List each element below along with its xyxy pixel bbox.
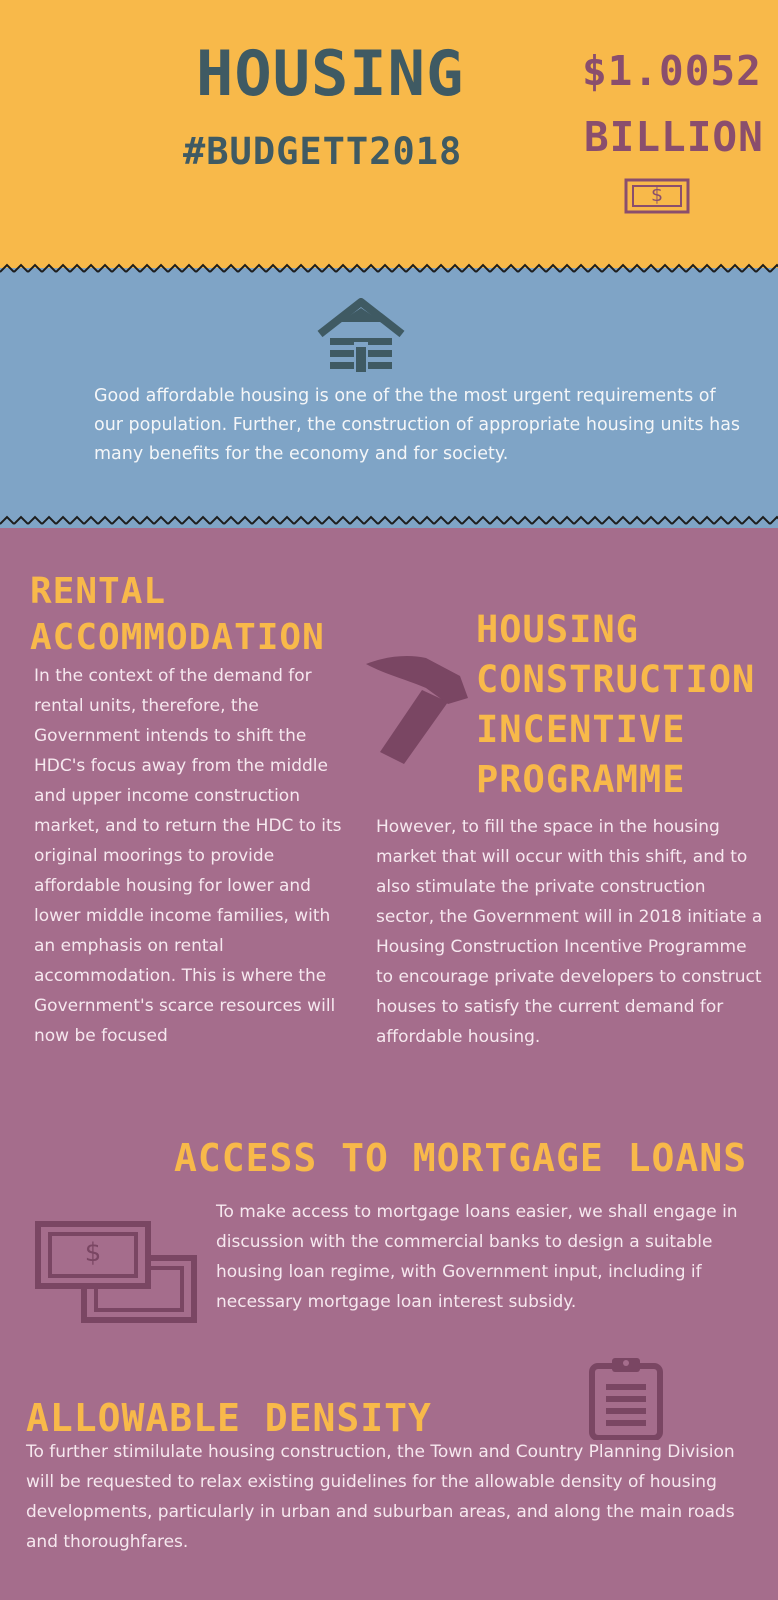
page-title: HOUSING (196, 37, 465, 110)
intro-text: Good affordable housing is one of the the most urgent requirements of our population. Further, the construction of appropriate housing units has many benefits for the economy and for society. (94, 386, 741, 464)
budget-amount-unit: BILLION (584, 113, 764, 161)
mortgage-text: To make access to mortgage loans easier, we shall engage in discussion with the commercial banks to design a suitable housing loan regime, with Government input, including if necessary mortgage loan interest subsidy. (216, 1202, 738, 1312)
hammer-icon (364, 652, 470, 766)
incentive-title-line2: CONSTRUCTION (476, 658, 756, 701)
incentive-title-line1: HOUSING (476, 608, 639, 651)
density-title: ALLOWABLE DENSITY (26, 1396, 432, 1440)
hashtag: #BUDGETT2018 (183, 130, 463, 173)
money-bills-icon (34, 1220, 198, 1324)
incentive-title-line4: PROGRAMME (476, 758, 686, 801)
zigzag-divider-bottom (0, 514, 778, 528)
density-text: To further stimilulate housing construction, the Town and Country Planning Division will be requested to relax existing guidelines for the allowable density of housing developments, particularly in urban and suburban areas, and along the main roads and thoroughfares. (26, 1442, 735, 1552)
incentive-title-line3: INCENTIVE (476, 708, 686, 751)
house-icon (316, 298, 406, 376)
mortgage-title: ACCESS TO MORTGAGE LOANS (174, 1136, 748, 1180)
money-bill-symbol: $ (84, 1238, 102, 1268)
rental-text: In the context of the demand for rental units, therefore, the Government intends to shift the HDC's focus away from the middle and upper income construction market, and to return the HDC to its original moorings to provide affordable housing for lower and lower middle income families, with an emphasis on rental accommodation. This is where the Government's scarce resources will now be focused (34, 666, 342, 1046)
clipboard-icon (588, 1354, 664, 1440)
rental-title-line1: RENTAL (30, 571, 167, 612)
budget-amount: $1.0052 (582, 47, 762, 95)
incentive-text: However, to fill the space in the housing market that will occur with this shift, and to also stimulate the private construction sector, the Government will in 2018 initiate a Housing Construction Incentive Programme to encourage private developers to construct houses to satisfy the current demand for affordable housing. (376, 817, 763, 1047)
zigzag-divider-top (0, 262, 778, 276)
dollar-bill-symbol: $ (650, 184, 664, 206)
dollar-bill-icon (624, 178, 690, 214)
rental-title-line2: ACCOMMODATION (30, 617, 325, 658)
